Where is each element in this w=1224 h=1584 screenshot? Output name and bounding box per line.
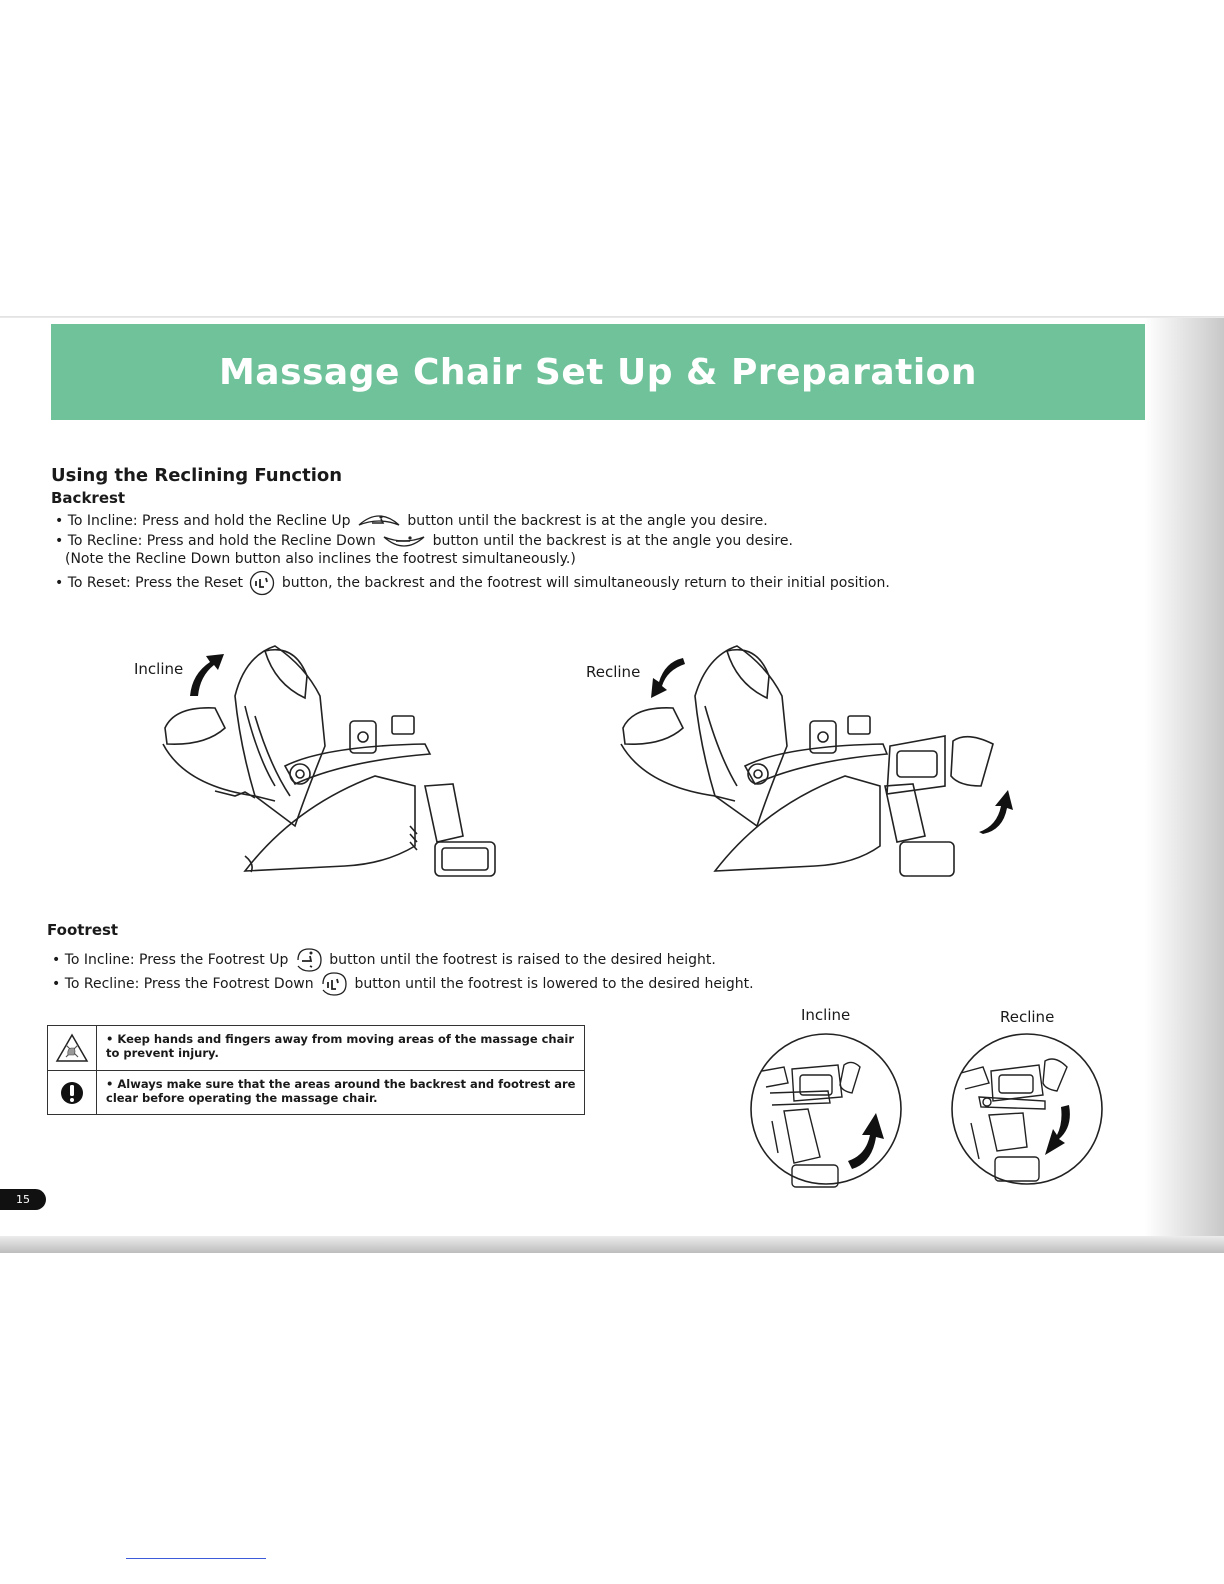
footrest-incline-detail-illustration — [748, 1031, 906, 1189]
instruction-text: • To Incline: Press the Footrest Up — [52, 952, 289, 968]
footrest-down-button-icon — [320, 970, 348, 998]
section-title: Using the Reclining Function — [51, 465, 343, 486]
backrest-recline-instruction — [55, 531, 793, 551]
incline-figure-label: Incline — [134, 660, 184, 678]
page-binding-shadow — [1145, 318, 1224, 1253]
footrest-recline-label: Recline — [1000, 1008, 1055, 1026]
instruction-text: button until the backrest is at the angle you desire. — [407, 513, 768, 529]
warning-text: • Always make sure that the areas around the backrest and footrest are clear before operating the massage chair. — [106, 1077, 576, 1105]
backrest-title: Backrest — [51, 489, 126, 507]
backrest-reset-instruction — [55, 570, 890, 596]
recline-figure-label: Recline — [586, 663, 641, 681]
recline-up-button-icon — [357, 511, 401, 531]
footrest-title: Footrest — [47, 921, 119, 939]
page-title: Massage Chair Set Up & Preparation — [218, 351, 978, 393]
page-bottom-edge — [0, 1236, 1224, 1253]
instruction-text: • To Incline: Press and hold the Recline Up — [55, 513, 351, 529]
header-banner — [51, 324, 1145, 420]
instruction-text: button until the backrest is at the angle you desire. — [432, 533, 793, 549]
exclamation-icon — [48, 1071, 97, 1115]
instruction-text: • To Recline: Press the Footrest Down — [52, 976, 314, 992]
page-number: 15 — [16, 1193, 30, 1206]
recline-down-button-icon — [382, 531, 426, 551]
instruction-text: button, the backrest and the footrest will simultaneously return to their initial position. — [281, 575, 890, 591]
instruction-text: • To Reset: Press the Reset — [55, 575, 244, 591]
warning-text: • Keep hands and fingers away from moving areas of the massage chair to prevent injury. — [106, 1032, 574, 1060]
instruction-text: button until the footrest is raised to the desired height. — [329, 952, 716, 968]
footrest-incline-label: Incline — [801, 1006, 851, 1024]
safety-warnings-table — [47, 1025, 585, 1115]
footrest-recline-instruction — [52, 970, 754, 998]
instruction-text: button until the footrest is lowered to the desired height. — [354, 976, 754, 992]
underline-mark — [126, 1558, 266, 1559]
instruction-text: • To Recline: Press and hold the Recline Down — [55, 533, 376, 549]
warning-row — [48, 1026, 584, 1070]
reset-button-icon — [249, 570, 275, 596]
footrest-recline-detail-illustration — [949, 1031, 1107, 1189]
recline-note: (Note the Recline Down button also inclines the footrest simultaneously.) — [65, 551, 576, 567]
chair-incline-illustration — [145, 636, 505, 886]
no-hands-warning-icon — [48, 1026, 97, 1070]
chair-recline-illustration — [615, 636, 1005, 886]
warning-row — [48, 1070, 584, 1115]
page-number-badge — [0, 1189, 46, 1210]
backrest-incline-instruction — [55, 511, 768, 531]
